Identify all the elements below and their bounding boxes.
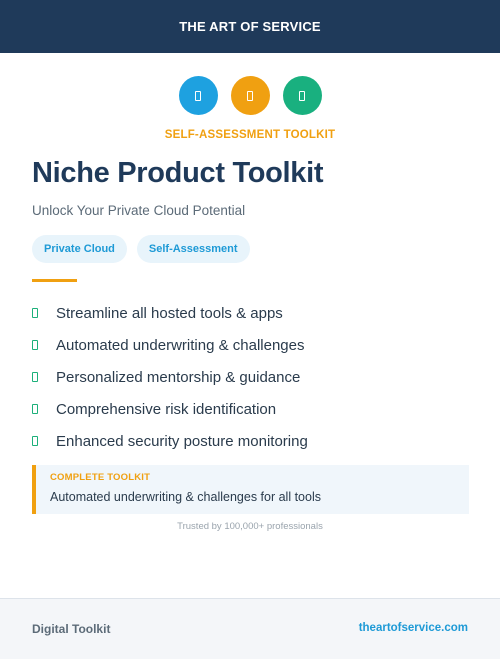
complete-toolkit-callout bbox=[32, 465, 469, 514]
feature-list bbox=[32, 297, 308, 457]
footer-label: Digital Toolkit bbox=[32, 622, 111, 636]
feature-text: Enhanced security posture monitoring bbox=[56, 432, 308, 450]
feature-item bbox=[32, 329, 308, 361]
check-icon bbox=[32, 308, 38, 318]
green-circle-badge bbox=[283, 76, 322, 115]
orange-circle-badge bbox=[231, 76, 270, 115]
trust-note: Trusted by 100,000+ professionals bbox=[177, 521, 323, 532]
check-icon bbox=[32, 436, 38, 446]
tag-private-cloud: Private Cloud bbox=[32, 235, 127, 263]
document-icon bbox=[299, 91, 305, 101]
feature-text: Personalized mentorship & guidance bbox=[56, 368, 301, 386]
feature-item bbox=[32, 393, 308, 425]
page-title: Niche Product Toolkit bbox=[32, 157, 324, 189]
website-link[interactable]: theartofservice.com bbox=[358, 622, 468, 634]
callout-label: COMPLETE TOOLKIT bbox=[50, 472, 151, 483]
document-icon bbox=[195, 91, 201, 101]
feature-item bbox=[32, 425, 308, 457]
brand-title: THE ART OF SERVICE bbox=[179, 19, 321, 34]
page-subtitle: Unlock Your Private Cloud Potential bbox=[32, 203, 246, 218]
header-banner bbox=[0, 0, 500, 53]
document-icon bbox=[247, 91, 253, 101]
tag-self-assessment: Self-Assessment bbox=[137, 235, 250, 263]
feature-text: Automated underwriting & challenges bbox=[56, 336, 305, 354]
feature-text: Streamline all hosted tools & apps bbox=[56, 304, 283, 322]
section-kicker: SELF-ASSESSMENT TOOLKIT bbox=[164, 129, 336, 141]
accent-divider bbox=[32, 279, 77, 282]
feature-item bbox=[32, 361, 308, 393]
footer bbox=[0, 598, 500, 659]
icon-row bbox=[0, 76, 500, 115]
feature-item bbox=[32, 297, 308, 329]
blue-circle-badge bbox=[179, 76, 218, 115]
check-icon bbox=[32, 372, 38, 382]
feature-text: Comprehensive risk identification bbox=[56, 400, 277, 418]
check-icon bbox=[32, 340, 38, 350]
tag-list bbox=[32, 235, 250, 263]
check-icon bbox=[32, 404, 38, 414]
callout-text: Automated underwriting & challenges for all tools bbox=[50, 490, 321, 504]
